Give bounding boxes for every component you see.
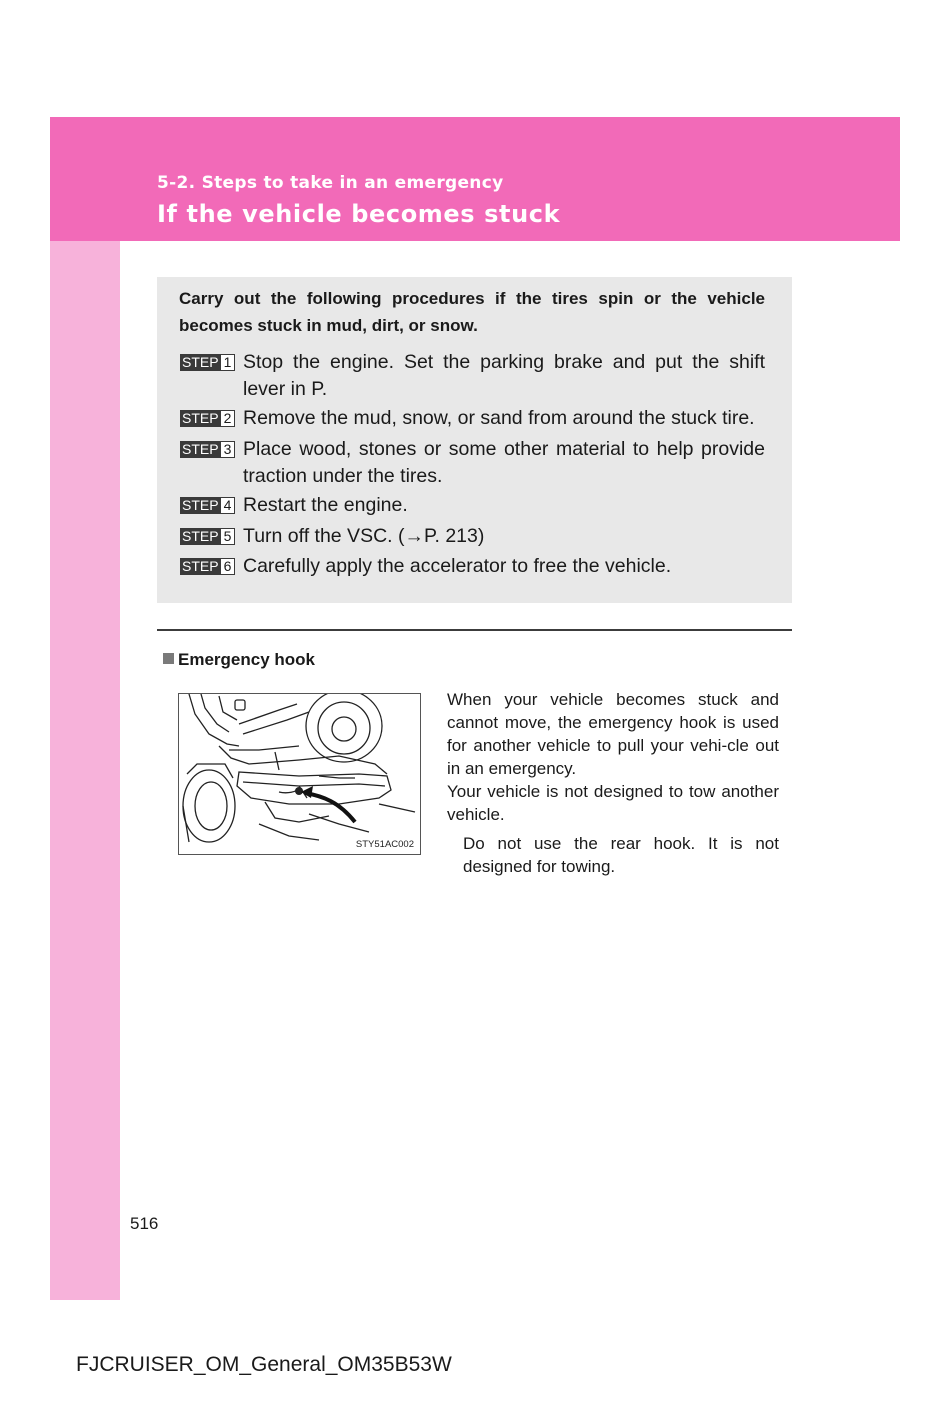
step-text: Remove the mud, snow, or sand from around the stuck tire. <box>243 407 755 429</box>
side-tab-strip <box>50 117 120 1300</box>
step-badge: STEP 1 <box>180 354 235 371</box>
vehicle-rear-hook-drawing <box>179 694 420 854</box>
procedure-box <box>157 277 792 603</box>
step-badge: STEP 2 <box>180 410 235 427</box>
step-1 <box>180 349 765 403</box>
step-text: Turn off the VSC. (→P. 213) <box>243 525 485 547</box>
step-badge: STEP 4 <box>180 497 235 514</box>
step-badge: STEP 5 <box>180 528 235 545</box>
illustration-code: STY51AC002 <box>355 839 414 850</box>
rear-hook-note: Do not use the rear hook. It is not designed for towing. <box>463 834 779 876</box>
step-badge: STEP 6 <box>180 558 235 575</box>
description-paragraph: When your vehicle becomes stuck and cannot move, the emergency hook is used for another vehicle to pull your vehi-cle out in an emergency. <box>447 690 779 778</box>
step-text: Carefully apply the accelerator to free the vehicle. <box>243 555 672 577</box>
procedure-intro: Carry out the following procedures if the tires spin or the vehicle becomes stuck in mud, dirt, or snow. <box>179 289 765 335</box>
square-bullet-icon <box>163 653 174 664</box>
document-id: FJCRUISER_OM_General_OM35B53W <box>76 1353 452 1376</box>
step-text: Stop the engine. Set the parking brake and put the shift lever in P. <box>243 351 765 400</box>
step-4 <box>180 492 765 519</box>
section-label: 5-2. Steps to take in an emergency <box>157 173 504 193</box>
step-6 <box>180 553 765 580</box>
description-paragraph: Your vehicle is not designed to tow another vehicle. <box>447 782 779 824</box>
step-badge: STEP 3 <box>180 441 235 458</box>
page-number: 516 <box>130 1214 159 1233</box>
emergency-hook-illustration <box>178 693 421 855</box>
page-title: If the vehicle becomes stuck <box>157 200 561 228</box>
step-text: Restart the engine. <box>243 494 408 516</box>
step-3 <box>180 436 765 490</box>
step-text: Place wood, stones or some other material to help provide traction under the tires. <box>243 438 765 487</box>
step-2 <box>180 405 765 432</box>
emergency-hook-heading: Emergency hook <box>163 650 315 670</box>
emergency-hook-description <box>447 688 779 826</box>
section-divider <box>157 629 792 631</box>
step-5 <box>180 523 765 550</box>
